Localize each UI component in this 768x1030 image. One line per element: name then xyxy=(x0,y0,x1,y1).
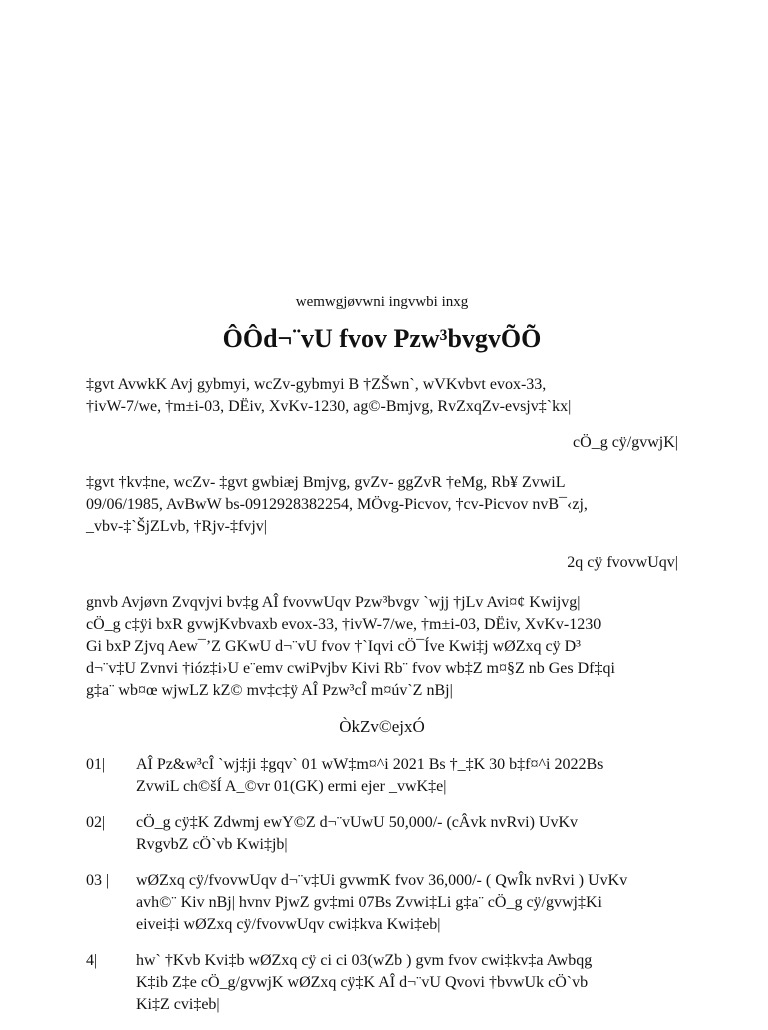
clause-text: cÖ_g cÿ‡K Zdwmj ewY©Z d¬¨vUwU 50,000/- (cÂvk nvRvi) UvKv RvgvbZ cÖ`vb Kwi‡jb| xyxy=(136,814,578,853)
terms-heading: ÒkZv©ejxÓ xyxy=(339,717,425,736)
clause-text: hw` †Kvb Kvi‡b wØZxq cÿ ci ci 03(wZb ) gvm fvov cwi‡kv‡a Awbqg K‡ib Z‡e cÖ_g/gvwjK wØZxq cÿ‡K AÎ d¬¨vU Qvovi †bvwUk cÖ`vb Ki‡Z cvi‡eb| xyxy=(136,952,593,1013)
clause-number: 4| xyxy=(86,952,98,969)
clause-item xyxy=(86,754,678,798)
party1-label: cÖ_g cÿ/gvwjK| xyxy=(573,434,678,451)
clause-number: 03 | xyxy=(86,872,110,889)
clause-item xyxy=(86,870,678,936)
clause-number: 02| xyxy=(86,814,106,831)
party2-label: 2q cÿ fvovwUqv| xyxy=(567,554,678,571)
party2-paragraph: ‡gvt †kv‡ne, wcZv- ‡gvt gwbiæj Bmjvg, gvZv- ggZvR †eMg, Rb¥ ZvwiL 09/06/1985, AvBwW bs-0912928382254, MÖvg-Picvov, †cv-Picvov nvB¯‹zj, _vbv-‡`ŠjZLvb, †Rjv-‡fvjv| xyxy=(86,474,588,535)
agreement-document xyxy=(86,292,678,1030)
clause-item xyxy=(86,950,678,1016)
party1-paragraph: ‡gvt AvwkK Avj gybmyi, wcZv-gybmyi B †ZŠwn`, wVKvbvt evox-33, †ivW-7/we, †m±i-03, DËiv, XvKv-1230, ag©-Bmjvg, RvZxqZv-evsjv‡`kx| xyxy=(86,376,572,415)
document-subheading: wemwgjøvwni ingvwbi inxg xyxy=(295,294,469,310)
agreement-body-paragraph: gnvb Avjøvn Zvqvjvi bv‡g AÎ fvovwUqv Pzw³bvgv `wjj †jLv Avi¤¢ Kwijvg| cÖ_g c‡ÿi bxR gvwjKvbvaxb evox-33, †ivW-7/we, †m±i-03, DËiv, XvKv-1230 Gi bxP Zjvq Aew¯’Z GKwU d¬¨vU fvov †`Iqvi cÖ¯Íve Kwi‡j wØZxq cÿ D³ d¬¨v‡U Zvnvi †ióz‡i›U e¨emv cwiPvjbv Kivi Rb¨ fvov wb‡Z m¤§Z nb Ges Df‡qi g‡a¨ wb¤œ wjwLZ kZ© mv‡c‡ÿ AÎ Pzw³cÎ m¤úv`Z nBj| xyxy=(86,594,615,699)
document-title: ÔÔd¬¨vU fvov Pzw³bvgvÕÕ xyxy=(222,324,542,353)
clause-text: wØZxq cÿ/fvovwUqv d¬¨v‡Ui gvwmK fvov 36,000/- ( QwÎk nvRvi ) UvKv avh©¨ Kiv nBj| hvnv PjwZ gv‡mi 07Bs Zvwi‡Li g‡a¨ cÖ_g cÿ/gvwj‡Ki eivei‡i wØZxq cÿ/fvovwUqv cwi‡kva Kwi‡eb| xyxy=(136,872,628,933)
clause-item xyxy=(86,812,678,856)
clause-text: AÎ Pz&w³cÎ `wj‡ji ‡gqv` 01 wW‡m¤^i 2021 Bs †_‡K 30 b‡f¤^i 2022Bs ZvwiL ch©šÍ A_©vr 01(GK) ermi ejer _vwK‡e| xyxy=(136,756,604,795)
clause-number: 01| xyxy=(86,756,106,773)
